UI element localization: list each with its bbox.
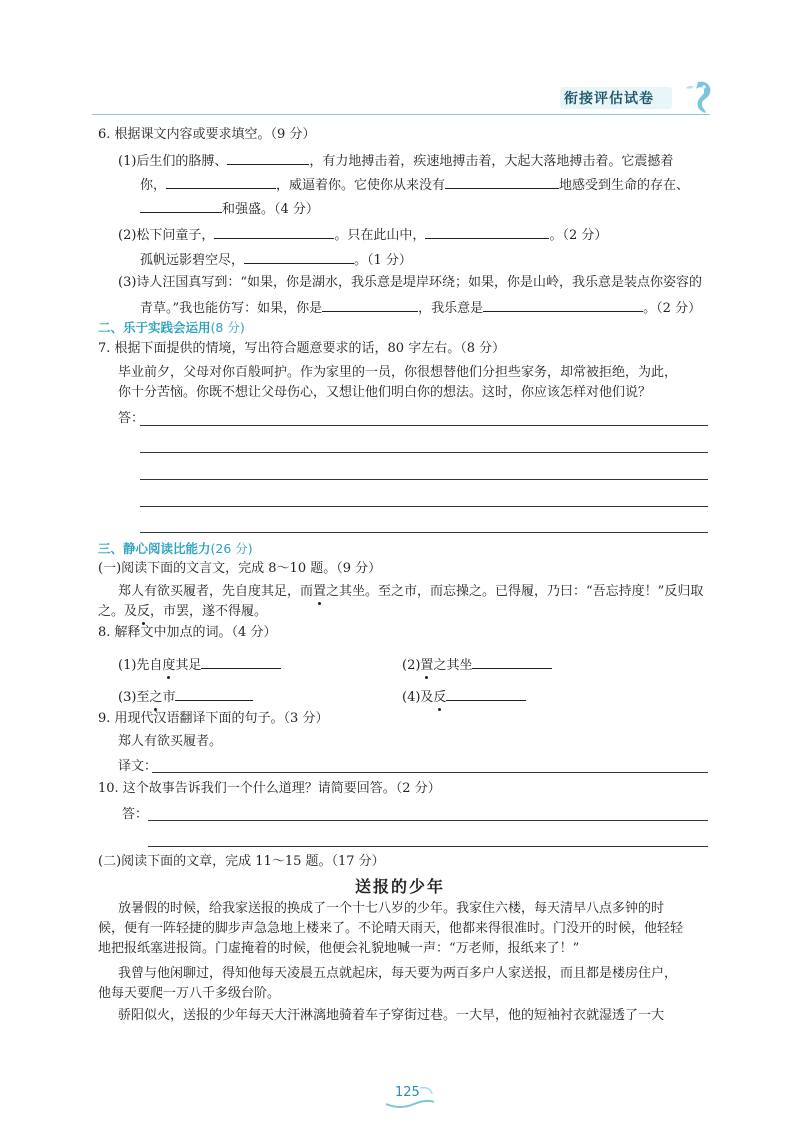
q6-title: 6. 根据课文内容或要求填空。（9 分） — [98, 127, 316, 142]
q6-part3-line2: 青草。”我也能仿写：如果，你是 ，我乐意是 。（2 分） — [140, 297, 701, 318]
answer-blank[interactable] — [425, 224, 549, 239]
q8-item4: (4)及反 — [402, 686, 526, 707]
answer-blank[interactable] — [214, 224, 334, 239]
story-line: 我曾与他闲聊过，得知他每天凌晨五点就起床，每天要为两百多户人家送报，而且都是楼房住户， — [118, 966, 678, 981]
story-line: 骄阳似火，送报的少年每天大汗淋漓地骑着车子穿街过巷。一大早，他的短袖衬衣就湿透了一大 — [118, 1008, 665, 1023]
answer-blank[interactable] — [227, 150, 309, 165]
answer-line[interactable] — [140, 506, 708, 507]
q6-part2-line1: (2)松下问童子， 。只在此山中， 。（2 分） — [118, 224, 607, 245]
q7-context-line1: 毕业前夕，父母对你百般呵护。作为家里的一员，你很想替他们分担些家务，却常被拒绝，为此， — [118, 365, 678, 380]
answer-blank[interactable] — [483, 297, 643, 312]
page-number: 125 — [395, 1085, 420, 1100]
story-line: 地把报纸塞进报筒。门虚掩着的时候，他便会礼貌地喊一声：“万老师，报纸来了！” — [98, 941, 580, 956]
q9-sentence: 郑人有欲买履者。 — [118, 734, 223, 749]
answer-blank[interactable] — [445, 174, 559, 189]
q8-item2: (2)置之其坐 — [402, 654, 552, 675]
answer-blank[interactable] — [446, 686, 526, 701]
header-divider — [92, 114, 710, 115]
q6-part3-line1: (3)诗人汪国真写到：“如果，你是湖水，我乐意是堤岸环绕；如果，你是山岭，我乐意是装点你姿容的 — [118, 275, 703, 290]
part1-title: (一)阅读下面的文言文，完成 8～10 题。（9 分） — [98, 561, 382, 576]
answer-line[interactable] — [140, 452, 708, 453]
seahorse-logo-icon — [676, 78, 716, 114]
q9-title: 9. 用现代汉语翻译下面的句子。（3 分） — [98, 711, 329, 726]
q7-answer-label: 答： — [118, 411, 145, 426]
answer-blank[interactable] — [140, 198, 222, 213]
header-title: 衔接评估试卷 — [564, 91, 654, 107]
answer-line[interactable] — [140, 425, 708, 426]
answer-line[interactable] — [148, 820, 708, 821]
q6-part1-line3: 和强盛。（4 分） — [140, 198, 319, 219]
q8-item1: (1)先自度其足 — [118, 654, 281, 675]
story-title: 送报的少年 — [354, 877, 445, 896]
q6-part1-line2: 你， ，威逼着你。它使你从来没有 地感受到生命的存在、 — [140, 174, 689, 195]
q8-item3: (3)至之市 — [118, 686, 253, 707]
q7-title: 7. 根据下面提供的情境，写出符合题意要求的话，80 字左右。（8 分） — [98, 341, 506, 356]
answer-line[interactable] — [148, 846, 708, 847]
answer-blank[interactable] — [244, 249, 354, 264]
q6-part1-line1: (1)后生们的胳膊、 ，有力地搏击着，疾速地搏击着，大起大落地搏击着。它震撼着 — [118, 150, 673, 171]
q10-title: 10. 这个故事告诉我们一个什么道理？请简要回答。（2 分） — [98, 781, 441, 796]
story-line: 放暑假的时候，给我家送报的换成了一个十七八岁的少年。我家住六楼，每天清早八点多钟的时 — [118, 901, 665, 916]
q7-context-line2: 你十分苦恼。你既不想让父母伤心，又想让他们明白你的想法。这时，你应该怎样对他们说？ — [118, 385, 652, 400]
answer-blank[interactable] — [201, 654, 281, 669]
q6-part2-line2: 孤帆远影碧空尽， 。（1 分） — [140, 249, 412, 270]
answer-blank[interactable] — [175, 686, 253, 701]
answer-blank[interactable] — [472, 654, 552, 669]
part2-title: (二)阅读下面的文章，完成 11～15 题。（17 分） — [98, 854, 385, 869]
q9-translation-label: 译文： — [118, 759, 158, 774]
answer-blank[interactable] — [166, 174, 276, 189]
section-2-heading: 二、乐于实践会运用(8 分) — [98, 320, 245, 335]
answer-line[interactable] — [140, 479, 708, 480]
q8-title: 8. 解释文中加点的词。（4 分） — [98, 625, 277, 640]
classical-text-line2: 之。及反，市罢，遂不得履。 — [98, 604, 268, 619]
story-line: 候，便有一阵轻捷的脚步声急急地上楼来了。不论晴天雨天，他都来得很准时。门没开的时候，他轻轻 — [98, 921, 684, 936]
answer-line[interactable] — [152, 772, 708, 773]
section-3-heading: 三、静心阅读比能力(26 分) — [98, 541, 253, 556]
q10-answer-label: 答： — [122, 807, 149, 822]
answer-line[interactable] — [140, 532, 708, 533]
classical-text-line1: 郑人有欲买履者，先自度其足，而置之其坐。至之市，而忘操之。已得履，乃曰：“吾忘持度！”反归取 — [118, 584, 704, 599]
answer-blank[interactable] — [322, 297, 418, 312]
story-line: 他每天要爬一万八千多级台阶。 — [98, 986, 281, 1001]
